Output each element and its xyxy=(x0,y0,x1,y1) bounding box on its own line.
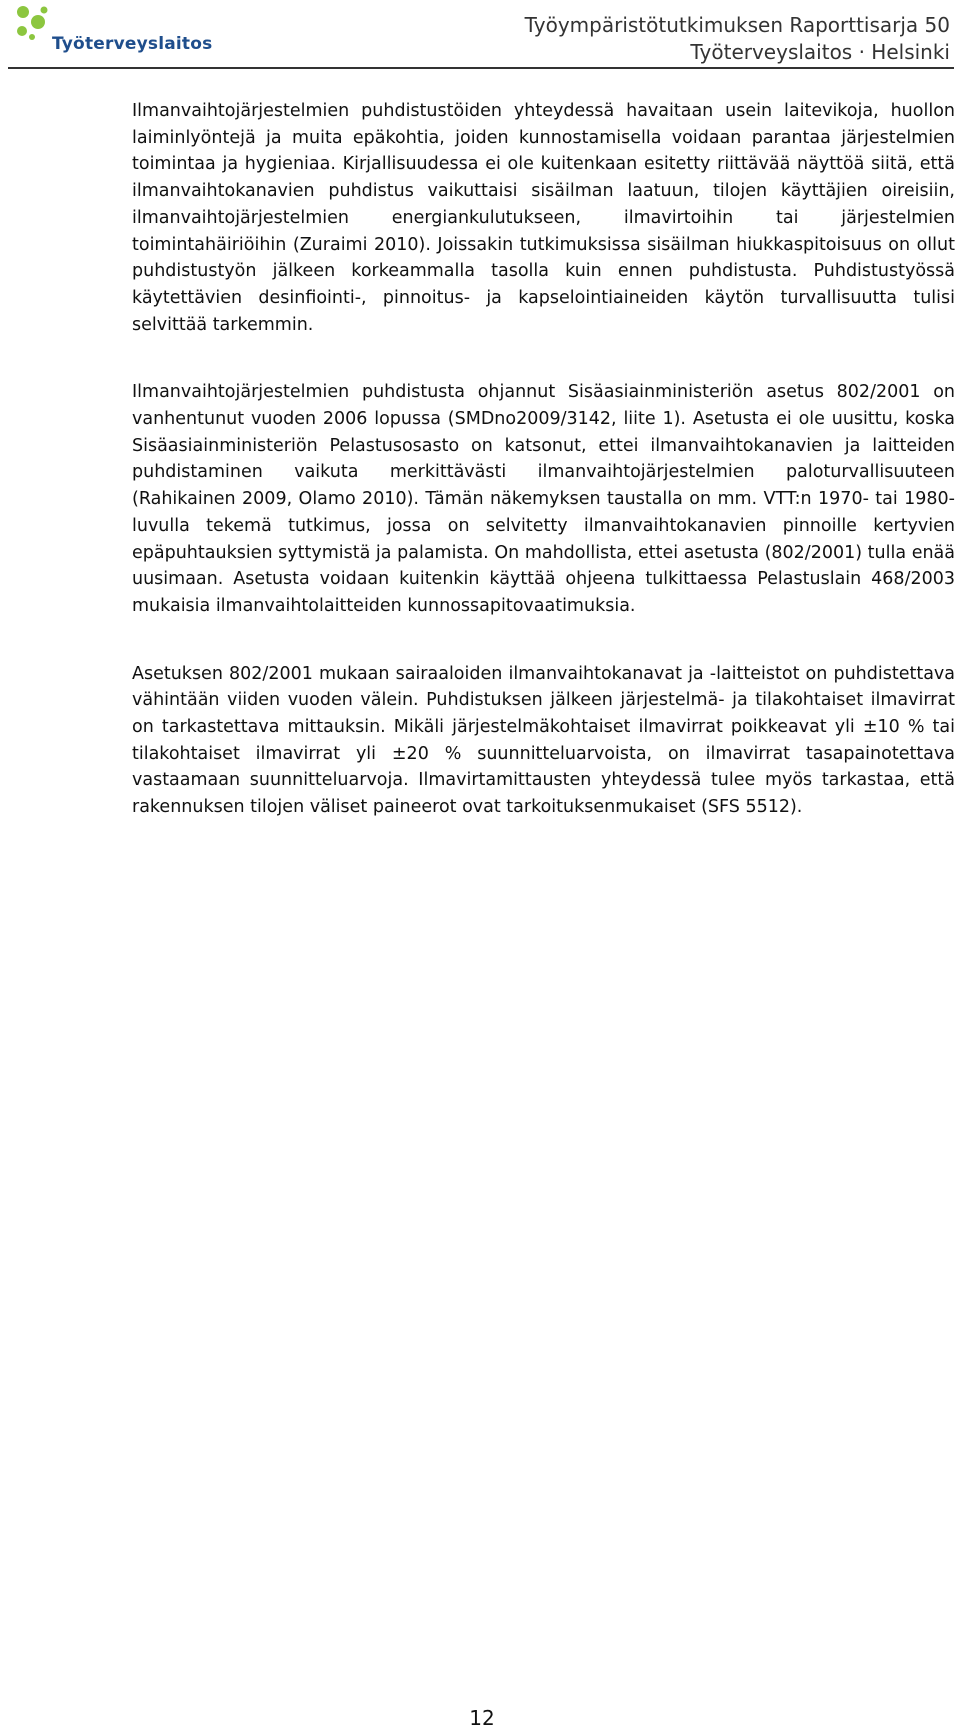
main-content xyxy=(132,98,955,862)
paragraph: Ilmanvaihtojärjestelmien puhdistustöiden yhteydessä havaitaan usein laitevikoja, huollon laiminlyöntejä ja muita epäkohtia, joiden kunnostamisella voidaan parantaa järjestelmien toimintaa ja hygieniaa. Kirjallisuudessa ei ole kuitenkaan esitetty riittävää näyttöä siitä, että ilmanvaihtokanavien puhdistus vaikuttaisi sisäilman laatuun, tilojen käyttäjien oireisiin, ilmanvaihtojärjestelmien energiankulutukseen, ilmavirtoihin tai järjestelmien toimintahäiriöihin (Zuraimi 2010). Joissakin tutkimuksissa sisäilman hiukkaspitoisuus on ollut puhdistustyön jälkeen korkeammalla tasolla kuin ennen puhdistusta. Puhdistustyössä käytettävien desinfiointi-, pinnoitus- ja kapselointiaineiden käytön turvallisuutta tulisi selvittää tarkemmin. xyxy=(132,101,955,335)
header-divider xyxy=(8,67,954,69)
page-number-text: 12 xyxy=(469,1706,495,1730)
page-header xyxy=(0,0,960,70)
logo-text: Työterveyslaitos xyxy=(52,34,213,54)
publisher: Työterveyslaitos · Helsinki xyxy=(690,40,950,64)
paragraph: Asetuksen 802/2001 mukaan sairaaloiden ilmanvaihtokanavat ja -laitteistot on puhdistettava vähintään viiden vuoden välein. Puhdistuksen jälkeen järjestelmä- ja tilakohtaiset ilmavirrat on tarkastettava mittauksin. Mikäli järjestelmäkohtaiset ilmavirrat poikkeavat yli ±10 % tai tilakohtaiset ilmavirrat yli ±20 % suunnitteluarvoista, on ilmavirrat tasapainotettava vastaamaan suunnitteluarvoja. Ilmavirtamittausten yhteydessä tulee myös tarkastaa, että rakennuksen tilojen väliset paineerot ovat tarkoituksenmukaiset (SFS 5512). xyxy=(132,663,955,818)
logo xyxy=(14,4,213,60)
page-number xyxy=(0,1706,960,1730)
paragraph: Ilmanvaihtojärjestelmien puhdistusta ohjannut Sisäasiainministeriön asetus 802/2001 on vanhentunut vuoden 2006 lopussa (SMDno2009/3142, liite 1). Asetusta ei ole uusittu, koska Sisäasiainministeriön Pelastusosasto on katsonut, ettei ilmanvaihtokanavien ja laitteiden puhdistaminen vaikuta merkittävästi ilmanvaihtojärjestelmien paloturvallisuuteen (Rahikainen 2009, Olamo 2010). Tämän näkemyksen taustalla on mm. VTT:n 1970- tai 1980-luvulla tekemä tutkimus, jossa on selvitetty ilmanvaihtokanavien pinnoille kertyvien epäpuhtauksien syttymistä ja palamista. On mahdollista, ettei asetusta (802/2001) tulla enää uusimaan. Asetusta voidaan kuitenkin käyttää ohjeena tulkittaessa Pelastuslain 468/2003 mukaisia ilmanvaihtolaitteiden kunnossapitovaatimuksia. xyxy=(132,382,955,616)
series-info xyxy=(525,12,950,66)
series-title: Työympäristötutkimuksen Raporttisarja 50 xyxy=(524,13,950,37)
